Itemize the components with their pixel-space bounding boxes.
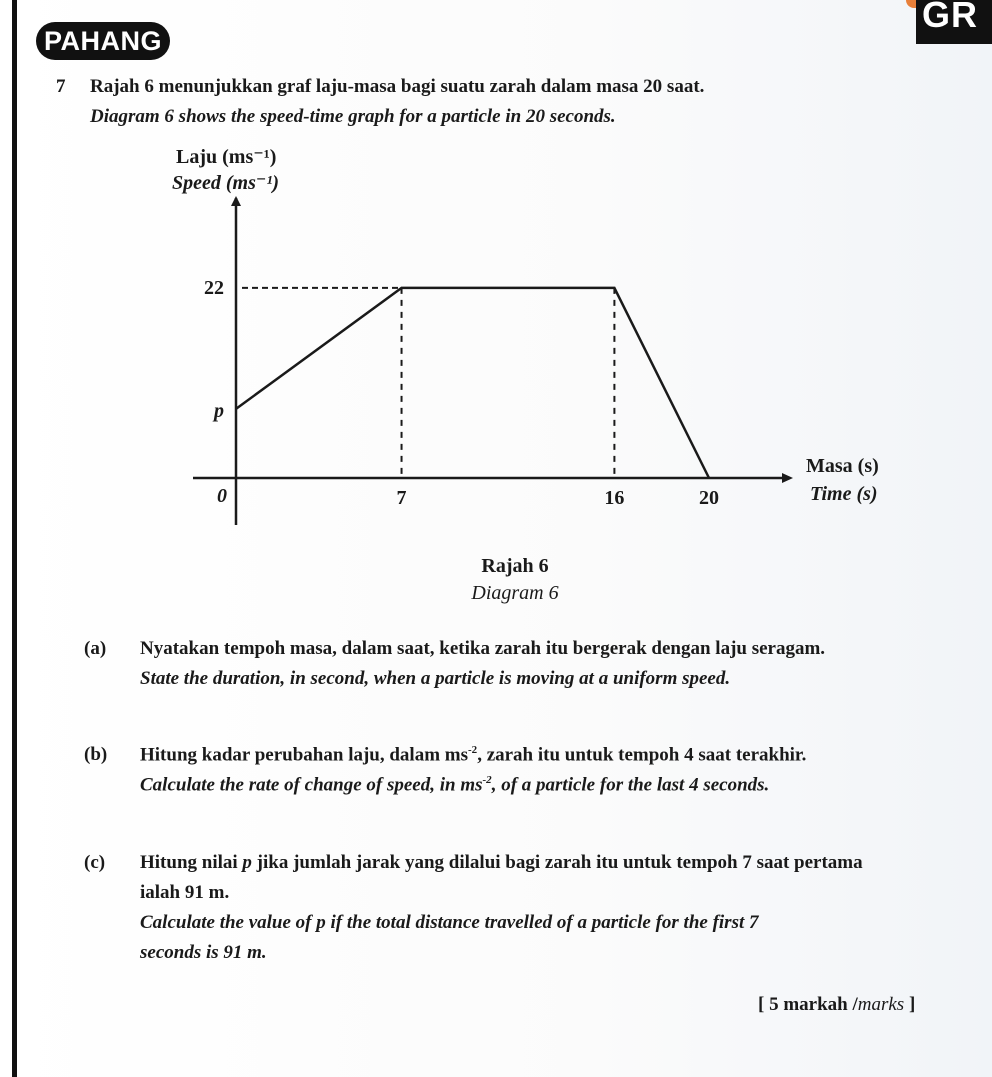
part-a-label: (a) [84, 638, 107, 659]
x-axis-label-malay: Masa (s) [806, 455, 879, 477]
y-tick-p: p [214, 399, 224, 422]
speed-line [236, 288, 709, 478]
y-tick-22: 22 [204, 276, 224, 299]
y-axis-arrow [231, 196, 241, 206]
part-b-label: (b) [84, 744, 108, 765]
y-axis-label-english: Speed (ms⁻¹) [172, 172, 280, 194]
intro-english: Diagram 6 shows the speed-time graph for a particle in 20 seconds. [90, 106, 616, 127]
part-b-english: Calculate the rate of change of speed, in $ms^{-2}$, of a particle for the last 4 seconds. [140, 774, 770, 796]
part-a-english: State the duration, in second, when a particle is moving at a uniform speed. [140, 668, 731, 689]
part-c-english: Calculate the value of p if the total distance travelled of a particle for the first 7 [140, 912, 759, 933]
part-c-label: (c) [84, 852, 106, 873]
x-tick-16: 16 [604, 487, 625, 509]
y-axis-label-malay: Laju (ms⁻¹) [176, 146, 277, 168]
guide-lines [242, 288, 614, 478]
x-axis-label-english: Time (s) [810, 483, 878, 505]
x-tick-7: 7 [396, 487, 407, 509]
state-tag: PAHANG [36, 22, 170, 60]
caption-malay: Rajah 6 [481, 555, 549, 577]
question-number: 7 [56, 76, 66, 97]
part-c-malay: Hitung nilai p jika jumlah jarak yang dilalui bagi zarah itu untuk tempoh 7 saat pertama [140, 852, 863, 873]
part-b-malay: Hitung kadar perubahan laju, dalam $ms^{-2}$, zarah itu untuk tempoh 4 saat terakhir. [140, 744, 807, 766]
marks-allocation: [ 5 markah /marks ] [758, 994, 916, 1015]
speed-series [236, 288, 709, 478]
origin-label: 0 [217, 485, 227, 507]
corner-text: GR [922, 0, 978, 35]
caption-english: Diagram 6 [471, 582, 559, 604]
tick-labels [204, 277, 719, 509]
part-a-malay: Nyatakan tempoh masa, dalam saat, ketika zarah itu bergerak dengan laju seragam. [140, 638, 826, 659]
x-tick-20: 20 [699, 487, 719, 509]
x-axis-arrow [782, 473, 793, 483]
intro-malay: Rajah 6 menunjukkan graf laju-masa bagi suatu zarah dalam masa 20 saat. [90, 76, 705, 97]
axes [193, 196, 793, 525]
part-c-malay-line2: ialah 91 m. [140, 882, 230, 903]
part-c-english-line2: seconds is 91 m. [140, 942, 267, 963]
